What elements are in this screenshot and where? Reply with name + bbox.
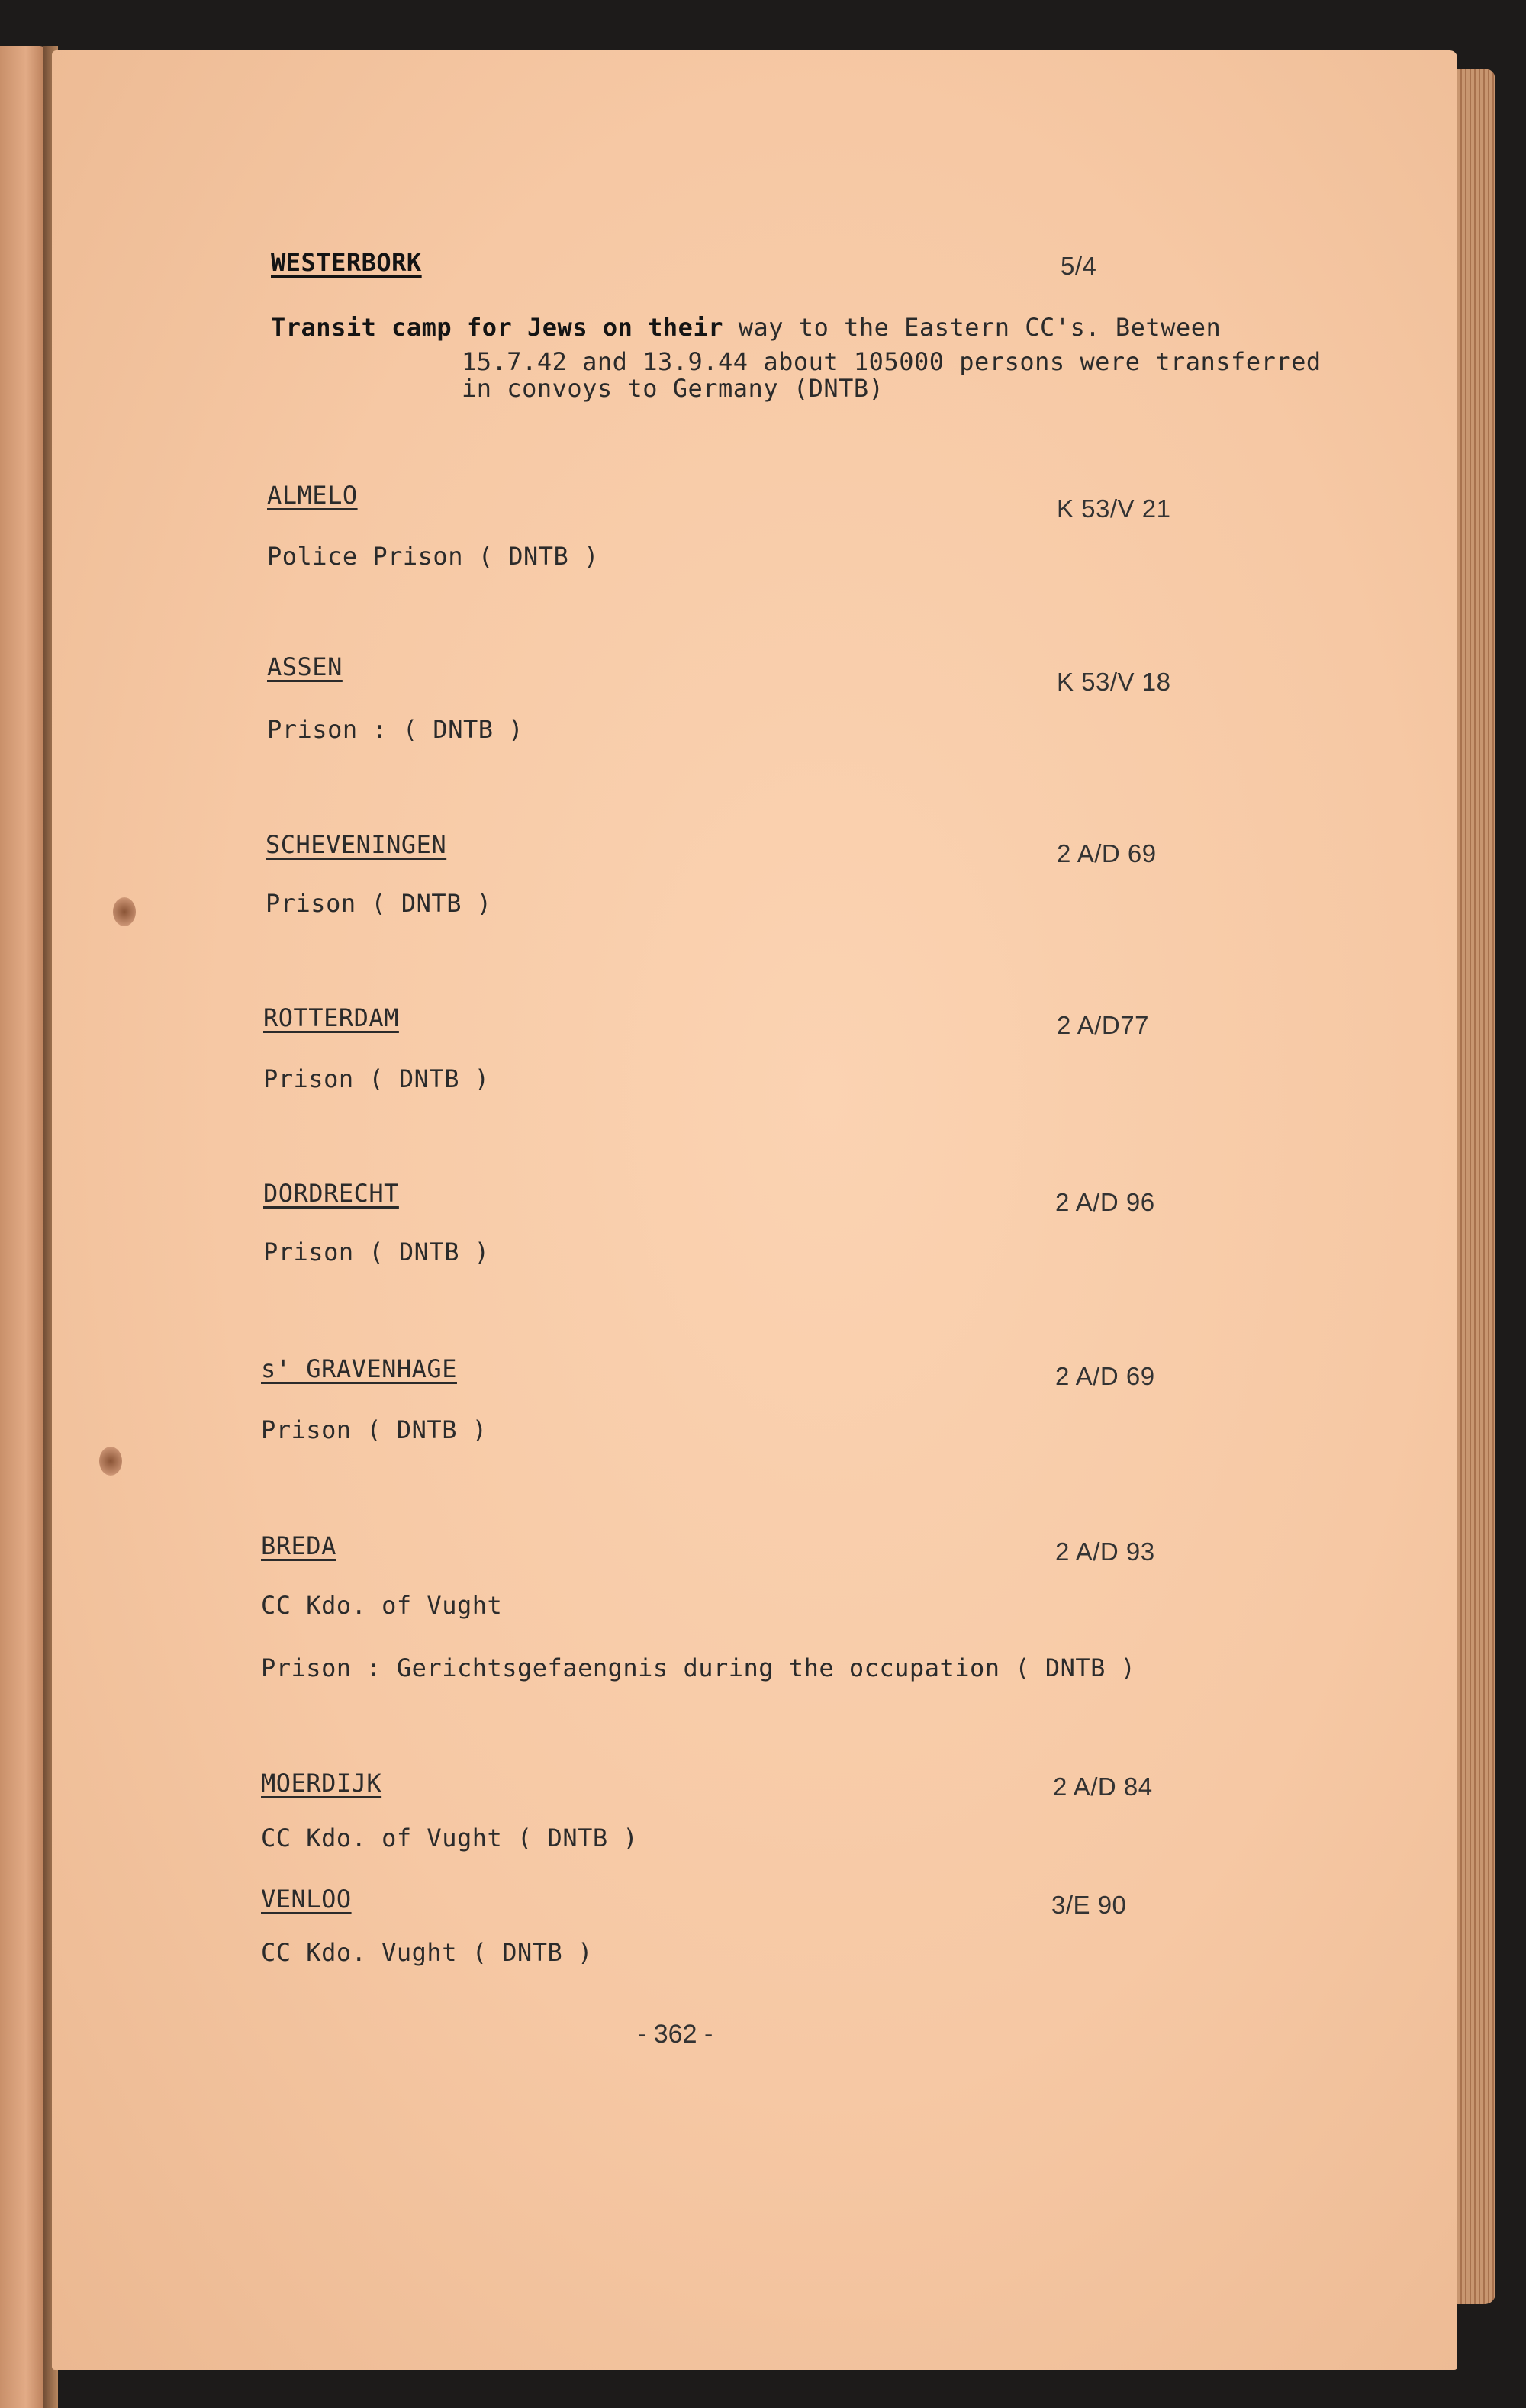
entry-text-venloo: CC Kdo. Vught ( DNTB ) xyxy=(261,1938,593,1967)
entry-text-breda-2: Prison : Gerichtsgefaengnis during the occupation ( DNTB ) xyxy=(261,1653,1136,1682)
westerbork-description-bold: Transit camp for Jews on their xyxy=(271,313,723,342)
entry-title-venloo: VENLOO xyxy=(261,1885,352,1914)
entry-text-dordrecht: Prison ( DNTB ) xyxy=(263,1238,490,1267)
entry-title-breda: BREDA xyxy=(261,1531,336,1560)
punch-hole xyxy=(113,897,136,926)
westerbork-description-line-3: in convoys to Germany (DNTB) xyxy=(462,374,884,403)
entry-title-westerbork: WESTERBORK xyxy=(271,248,422,277)
entry-ref-scheveningen: 2 A/D 69 xyxy=(1057,839,1157,868)
entry-ref-almelo: K 53/V 21 xyxy=(1057,494,1171,523)
westerbork-description-line-2: 15.7.42 and 13.9.44 about 105000 persons were transferred xyxy=(462,347,1322,376)
entry-title-s-gravenhage: s' GRAVENHAGE xyxy=(261,1354,457,1383)
entry-ref-rotterdam: 2 A/D77 xyxy=(1057,1011,1149,1039)
entry-text-scheveningen: Prison ( DNTB ) xyxy=(266,889,492,918)
punch-hole xyxy=(99,1447,122,1476)
entry-ref-assen: K 53/V 18 xyxy=(1057,668,1171,696)
westerbork-description-rest: way to the Eastern CC's. Between xyxy=(723,313,1222,342)
entry-ref-dordrecht: 2 A/D 96 xyxy=(1055,1188,1155,1216)
page-number: - 362 - xyxy=(638,2020,713,2049)
entry-title-assen: ASSEN xyxy=(267,652,343,681)
entry-text-assen: Prison : ( DNTB ) xyxy=(267,715,524,744)
entry-text-rotterdam: Prison ( DNTB ) xyxy=(263,1064,490,1093)
entry-title-moerdijk: MOERDIJK xyxy=(261,1769,382,1798)
westerbork-description-line-1 xyxy=(271,313,1221,342)
entry-text-moerdijk: CC Kdo. of Vught ( DNTB ) xyxy=(261,1824,639,1853)
entry-title-rotterdam: ROTTERDAM xyxy=(263,1003,399,1032)
entry-text-s-gravenhage: Prison ( DNTB ) xyxy=(261,1415,488,1444)
entry-ref-westerbork: 5/4 xyxy=(1061,252,1097,280)
entry-text-almelo: Police Prison ( DNTB ) xyxy=(267,542,599,571)
entry-ref-venloo: 3/E 90 xyxy=(1051,1891,1127,1919)
entry-text-breda-1: CC Kdo. of Vught xyxy=(261,1591,503,1620)
facing-page-edge xyxy=(0,46,47,2408)
entry-title-scheveningen: SCHEVENINGEN xyxy=(266,830,447,859)
entry-title-almelo: ALMELO xyxy=(267,481,358,510)
entry-title-dordrecht: DORDRECHT xyxy=(263,1179,399,1208)
entry-ref-moerdijk: 2 A/D 84 xyxy=(1053,1772,1153,1801)
entry-ref-breda: 2 A/D 93 xyxy=(1055,1537,1155,1566)
entry-ref-s-gravenhage: 2 A/D 69 xyxy=(1055,1362,1155,1390)
